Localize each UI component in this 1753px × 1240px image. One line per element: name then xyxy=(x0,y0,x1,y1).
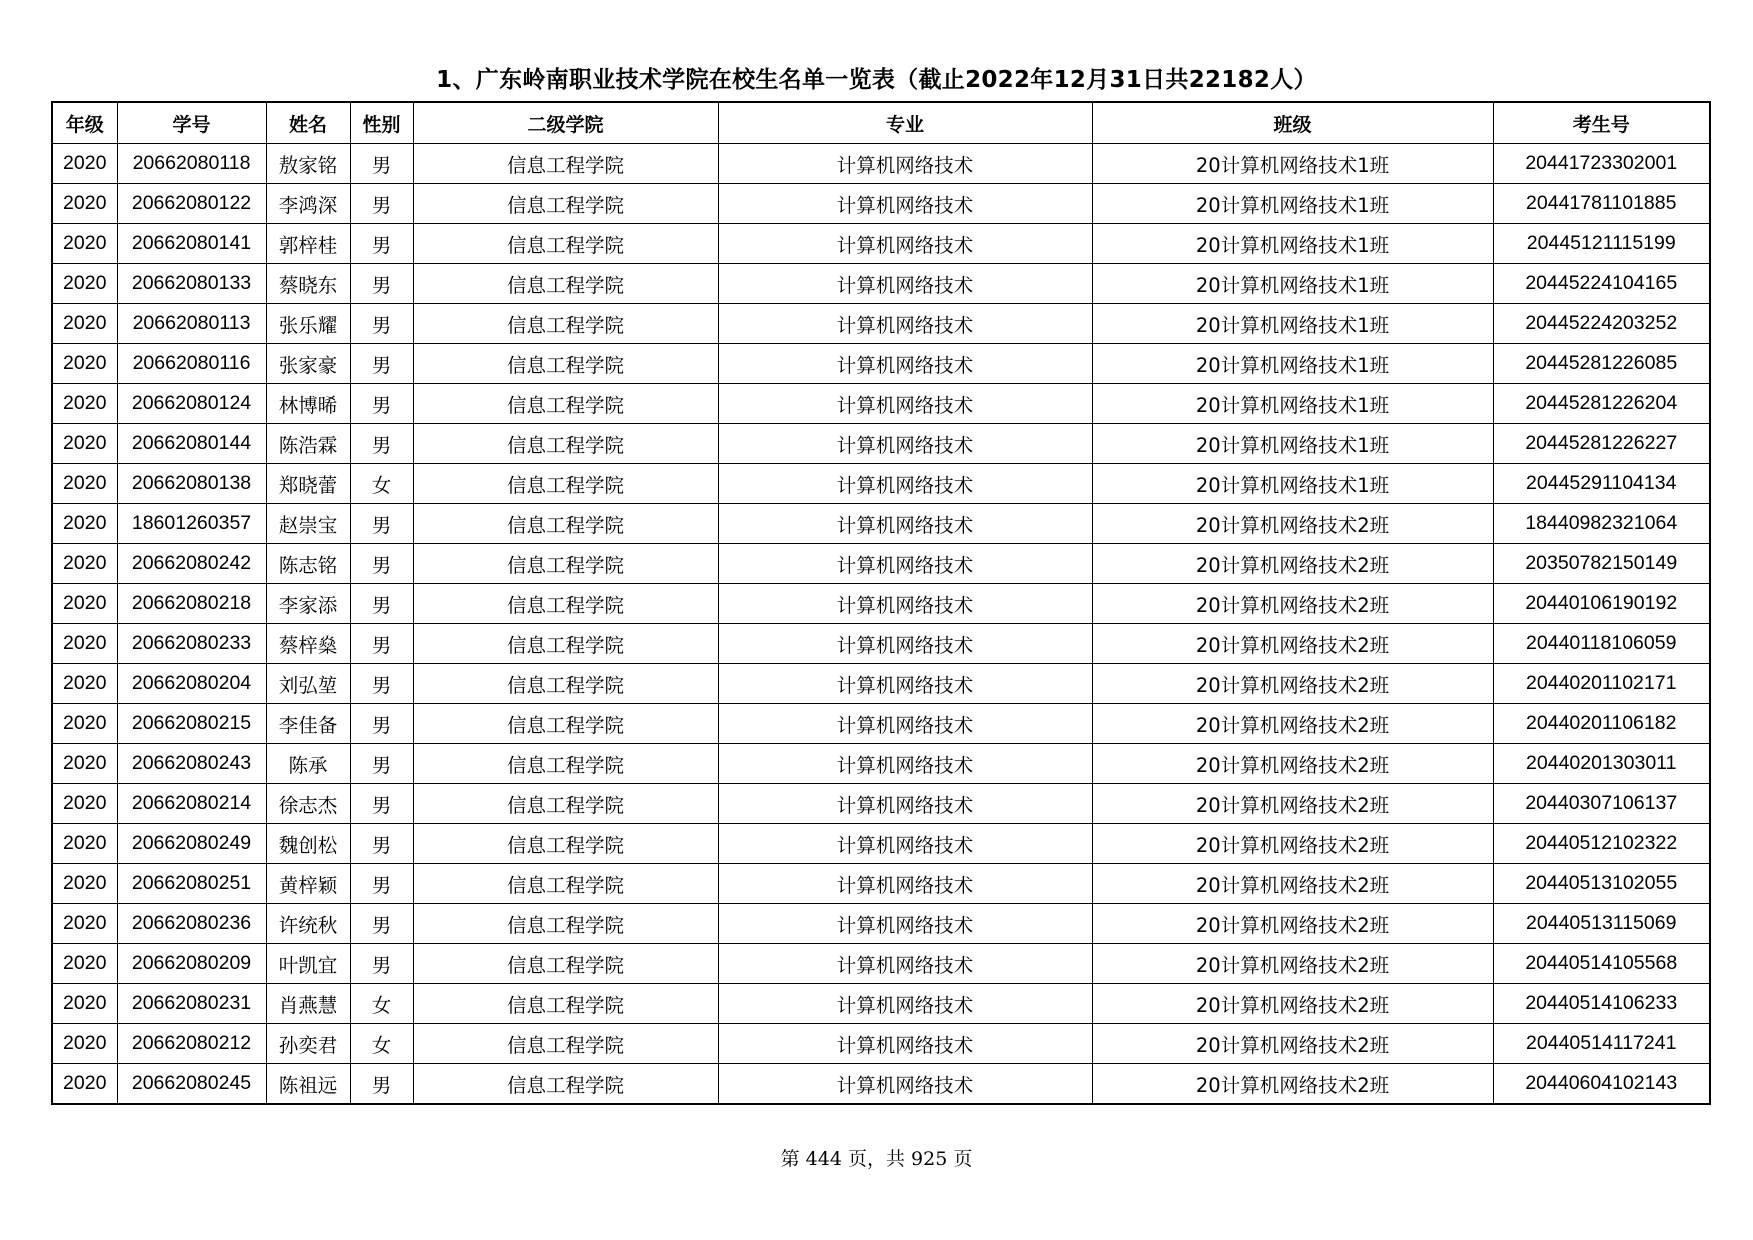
cell-exam-id: 20440512102322 xyxy=(1493,824,1710,864)
cell-grade: 2020 xyxy=(52,344,117,384)
cell-student-id: 20662080233 xyxy=(117,624,266,664)
cell-name: 陈承 xyxy=(266,744,350,784)
cell-class: 20计算机网络技术2班 xyxy=(1092,784,1493,824)
cell-class: 20计算机网络技术1班 xyxy=(1092,344,1493,384)
cell-class: 20计算机网络技术1班 xyxy=(1092,384,1493,424)
cell-gender: 男 xyxy=(350,304,413,344)
cell-gender: 男 xyxy=(350,584,413,624)
cell-grade: 2020 xyxy=(52,624,117,664)
cell-college: 信息工程学院 xyxy=(413,224,718,264)
header-grade: 年级 xyxy=(52,102,117,144)
cell-gender: 男 xyxy=(350,264,413,304)
cell-grade: 2020 xyxy=(52,144,117,184)
cell-grade: 2020 xyxy=(52,224,117,264)
student-roster-table xyxy=(51,101,1711,1105)
cell-grade: 2020 xyxy=(52,424,117,464)
cell-class: 20计算机网络技术2班 xyxy=(1092,544,1493,584)
cell-grade: 2020 xyxy=(52,584,117,624)
cell-student-id: 20662080245 xyxy=(117,1064,266,1105)
cell-gender: 女 xyxy=(350,464,413,504)
cell-student-id: 20662080122 xyxy=(117,184,266,224)
cell-college: 信息工程学院 xyxy=(413,784,718,824)
cell-grade: 2020 xyxy=(52,984,117,1024)
cell-exam-id: 18440982321064 xyxy=(1493,504,1710,544)
cell-college: 信息工程学院 xyxy=(413,344,718,384)
cell-major: 计算机网络技术 xyxy=(718,904,1092,944)
cell-exam-id: 20440201102171 xyxy=(1493,664,1710,704)
cell-exam-id: 20440514105568 xyxy=(1493,944,1710,984)
header-college: 二级学院 xyxy=(413,102,718,144)
cell-student-id: 20662080218 xyxy=(117,584,266,624)
cell-student-id: 20662080214 xyxy=(117,784,266,824)
cell-class: 20计算机网络技术2班 xyxy=(1092,1024,1493,1064)
cell-college: 信息工程学院 xyxy=(413,424,718,464)
cell-exam-id: 20440307106137 xyxy=(1493,784,1710,824)
cell-class: 20计算机网络技术2班 xyxy=(1092,664,1493,704)
cell-grade: 2020 xyxy=(52,944,117,984)
cell-student-id: 20662080204 xyxy=(117,664,266,704)
cell-student-id: 20662080236 xyxy=(117,904,266,944)
cell-gender: 男 xyxy=(350,944,413,984)
page-number: 第 444 页，共 925 页 xyxy=(780,1148,973,1170)
cell-college: 信息工程学院 xyxy=(413,824,718,864)
cell-name: 林博晞 xyxy=(266,384,350,424)
cell-exam-id: 20440513102055 xyxy=(1493,864,1710,904)
cell-student-id: 20662080251 xyxy=(117,864,266,904)
cell-class: 20计算机网络技术2班 xyxy=(1092,704,1493,744)
cell-gender: 男 xyxy=(350,1064,413,1105)
cell-major: 计算机网络技术 xyxy=(718,944,1092,984)
cell-student-id: 20662080118 xyxy=(117,144,266,184)
cell-gender: 男 xyxy=(350,504,413,544)
cell-exam-id: 20440201303011 xyxy=(1493,744,1710,784)
cell-name: 叶凯宜 xyxy=(266,944,350,984)
table-row xyxy=(52,584,1710,624)
cell-grade: 2020 xyxy=(52,864,117,904)
table-row xyxy=(52,384,1710,424)
cell-class: 20计算机网络技术2班 xyxy=(1092,624,1493,664)
cell-class: 20计算机网络技术2班 xyxy=(1092,1064,1493,1105)
cell-college: 信息工程学院 xyxy=(413,384,718,424)
cell-student-id: 20662080113 xyxy=(117,304,266,344)
cell-class: 20计算机网络技术1班 xyxy=(1092,184,1493,224)
table-row xyxy=(52,824,1710,864)
cell-college: 信息工程学院 xyxy=(413,264,718,304)
cell-student-id: 20662080141 xyxy=(117,224,266,264)
table-row xyxy=(52,784,1710,824)
header-name: 姓名 xyxy=(266,102,350,144)
cell-college: 信息工程学院 xyxy=(413,624,718,664)
cell-major: 计算机网络技术 xyxy=(718,424,1092,464)
cell-name: 蔡梓燊 xyxy=(266,624,350,664)
cell-college: 信息工程学院 xyxy=(413,464,718,504)
cell-exam-id: 20440201106182 xyxy=(1493,704,1710,744)
cell-class: 20计算机网络技术1班 xyxy=(1092,464,1493,504)
cell-student-id: 20662080116 xyxy=(117,344,266,384)
header-exam-id: 考生号 xyxy=(1493,102,1710,144)
cell-exam-id: 20445281226204 xyxy=(1493,384,1710,424)
cell-class: 20计算机网络技术2班 xyxy=(1092,984,1493,1024)
cell-student-id: 20662080124 xyxy=(117,384,266,424)
cell-major: 计算机网络技术 xyxy=(718,784,1092,824)
table-row xyxy=(52,904,1710,944)
cell-gender: 男 xyxy=(350,904,413,944)
cell-name: 黄梓颖 xyxy=(266,864,350,904)
cell-major: 计算机网络技术 xyxy=(718,744,1092,784)
cell-major: 计算机网络技术 xyxy=(718,344,1092,384)
cell-gender: 男 xyxy=(350,704,413,744)
header-student-id: 学号 xyxy=(117,102,266,144)
cell-gender: 男 xyxy=(350,544,413,584)
cell-grade: 2020 xyxy=(52,504,117,544)
cell-gender: 男 xyxy=(350,184,413,224)
cell-gender: 男 xyxy=(350,624,413,664)
table-row xyxy=(52,424,1710,464)
cell-name: 陈志铭 xyxy=(266,544,350,584)
cell-class: 20计算机网络技术2班 xyxy=(1092,864,1493,904)
table-row xyxy=(52,224,1710,264)
cell-college: 信息工程学院 xyxy=(413,544,718,584)
cell-name: 蔡晓东 xyxy=(266,264,350,304)
cell-gender: 男 xyxy=(350,344,413,384)
cell-exam-id: 20440106190192 xyxy=(1493,584,1710,624)
cell-name: 徐志杰 xyxy=(266,784,350,824)
cell-class: 20计算机网络技术1班 xyxy=(1092,264,1493,304)
table-row xyxy=(52,744,1710,784)
cell-major: 计算机网络技术 xyxy=(718,824,1092,864)
cell-name: 郑晓蕾 xyxy=(266,464,350,504)
cell-class: 20计算机网络技术1班 xyxy=(1092,224,1493,264)
cell-college: 信息工程学院 xyxy=(413,864,718,904)
cell-student-id: 20662080243 xyxy=(117,744,266,784)
table-row xyxy=(52,144,1710,184)
cell-exam-id: 20445224104165 xyxy=(1493,264,1710,304)
cell-major: 计算机网络技术 xyxy=(718,624,1092,664)
cell-class: 20计算机网络技术2班 xyxy=(1092,904,1493,944)
table-row xyxy=(52,704,1710,744)
document-title: 1、广东岭南职业技术学院在校生名单一览表（截止2022年12月31日共22182人） xyxy=(436,67,1317,93)
cell-name: 敖家铭 xyxy=(266,144,350,184)
cell-college: 信息工程学院 xyxy=(413,744,718,784)
cell-class: 20计算机网络技术1班 xyxy=(1092,424,1493,464)
table-row xyxy=(52,184,1710,224)
cell-college: 信息工程学院 xyxy=(413,304,718,344)
cell-student-id: 20662080242 xyxy=(117,544,266,584)
table-row xyxy=(52,304,1710,344)
cell-name: 孙奕君 xyxy=(266,1024,350,1064)
cell-major: 计算机网络技术 xyxy=(718,144,1092,184)
cell-major: 计算机网络技术 xyxy=(718,504,1092,544)
cell-class: 20计算机网络技术2班 xyxy=(1092,584,1493,624)
cell-gender: 女 xyxy=(350,984,413,1024)
cell-gender: 男 xyxy=(350,824,413,864)
cell-college: 信息工程学院 xyxy=(413,704,718,744)
cell-major: 计算机网络技术 xyxy=(718,544,1092,584)
cell-exam-id: 20440513115069 xyxy=(1493,904,1710,944)
cell-college: 信息工程学院 xyxy=(413,144,718,184)
cell-student-id: 20662080209 xyxy=(117,944,266,984)
cell-exam-id: 20440514117241 xyxy=(1493,1024,1710,1064)
cell-gender: 男 xyxy=(350,864,413,904)
table-row xyxy=(52,344,1710,384)
cell-class: 20计算机网络技术2班 xyxy=(1092,944,1493,984)
cell-grade: 2020 xyxy=(52,744,117,784)
cell-gender: 男 xyxy=(350,224,413,264)
cell-name: 张家豪 xyxy=(266,344,350,384)
header-gender: 性别 xyxy=(350,102,413,144)
table-row xyxy=(52,544,1710,584)
cell-student-id: 20662080212 xyxy=(117,1024,266,1064)
cell-college: 信息工程学院 xyxy=(413,584,718,624)
cell-major: 计算机网络技术 xyxy=(718,264,1092,304)
table-row xyxy=(52,624,1710,664)
cell-exam-id: 20440514106233 xyxy=(1493,984,1710,1024)
cell-class: 20计算机网络技术2班 xyxy=(1092,824,1493,864)
cell-grade: 2020 xyxy=(52,304,117,344)
cell-name: 肖燕慧 xyxy=(266,984,350,1024)
cell-grade: 2020 xyxy=(52,464,117,504)
cell-gender: 男 xyxy=(350,664,413,704)
cell-major: 计算机网络技术 xyxy=(718,584,1092,624)
cell-student-id: 20662080215 xyxy=(117,704,266,744)
cell-name: 陈浩霖 xyxy=(266,424,350,464)
cell-major: 计算机网络技术 xyxy=(718,664,1092,704)
cell-class: 20计算机网络技术1班 xyxy=(1092,144,1493,184)
cell-college: 信息工程学院 xyxy=(413,984,718,1024)
cell-name: 赵崇宝 xyxy=(266,504,350,544)
cell-college: 信息工程学院 xyxy=(413,504,718,544)
cell-college: 信息工程学院 xyxy=(413,1064,718,1105)
cell-college: 信息工程学院 xyxy=(413,944,718,984)
cell-name: 李鸿深 xyxy=(266,184,350,224)
cell-grade: 2020 xyxy=(52,784,117,824)
cell-exam-id: 20440118106059 xyxy=(1493,624,1710,664)
cell-grade: 2020 xyxy=(52,1064,117,1105)
cell-name: 李家添 xyxy=(266,584,350,624)
cell-name: 张乐耀 xyxy=(266,304,350,344)
cell-name: 许统秋 xyxy=(266,904,350,944)
table-row xyxy=(52,264,1710,304)
table-row xyxy=(52,864,1710,904)
table-header-row xyxy=(52,102,1710,144)
cell-student-id: 20662080138 xyxy=(117,464,266,504)
cell-gender: 男 xyxy=(350,384,413,424)
cell-exam-id: 20445281226227 xyxy=(1493,424,1710,464)
cell-student-id: 20662080133 xyxy=(117,264,266,304)
cell-college: 信息工程学院 xyxy=(413,904,718,944)
cell-grade: 2020 xyxy=(52,704,117,744)
table-row xyxy=(52,984,1710,1024)
cell-major: 计算机网络技术 xyxy=(718,224,1092,264)
cell-name: 郭梓桂 xyxy=(266,224,350,264)
cell-student-id: 20662080144 xyxy=(117,424,266,464)
table-row xyxy=(52,1024,1710,1064)
cell-exam-id: 20440604102143 xyxy=(1493,1064,1710,1105)
cell-grade: 2020 xyxy=(52,1024,117,1064)
cell-grade: 2020 xyxy=(52,264,117,304)
cell-college: 信息工程学院 xyxy=(413,1024,718,1064)
cell-gender: 男 xyxy=(350,144,413,184)
cell-gender: 男 xyxy=(350,424,413,464)
cell-class: 20计算机网络技术2班 xyxy=(1092,744,1493,784)
table-row xyxy=(52,504,1710,544)
table-row xyxy=(52,664,1710,704)
cell-name: 李佳备 xyxy=(266,704,350,744)
cell-major: 计算机网络技术 xyxy=(718,1024,1092,1064)
cell-name: 魏创松 xyxy=(266,824,350,864)
cell-exam-id: 20441781101885 xyxy=(1493,184,1710,224)
cell-major: 计算机网络技术 xyxy=(718,384,1092,424)
header-major: 专业 xyxy=(718,102,1092,144)
cell-gender: 女 xyxy=(350,1024,413,1064)
cell-grade: 2020 xyxy=(52,184,117,224)
cell-college: 信息工程学院 xyxy=(413,184,718,224)
cell-exam-id: 20445224203252 xyxy=(1493,304,1710,344)
cell-major: 计算机网络技术 xyxy=(718,464,1092,504)
cell-major: 计算机网络技术 xyxy=(718,184,1092,224)
cell-name: 刘弘堃 xyxy=(266,664,350,704)
cell-grade: 2020 xyxy=(52,904,117,944)
cell-student-id: 20662080231 xyxy=(117,984,266,1024)
cell-exam-id: 20445121115199 xyxy=(1493,224,1710,264)
cell-name: 陈祖远 xyxy=(266,1064,350,1105)
cell-class: 20计算机网络技术1班 xyxy=(1092,304,1493,344)
cell-college: 信息工程学院 xyxy=(413,664,718,704)
cell-major: 计算机网络技术 xyxy=(718,1064,1092,1105)
table-row xyxy=(52,944,1710,984)
cell-grade: 2020 xyxy=(52,824,117,864)
cell-grade: 2020 xyxy=(52,384,117,424)
cell-class: 20计算机网络技术2班 xyxy=(1092,504,1493,544)
cell-major: 计算机网络技术 xyxy=(718,704,1092,744)
cell-grade: 2020 xyxy=(52,544,117,584)
cell-grade: 2020 xyxy=(52,664,117,704)
cell-student-id: 20662080249 xyxy=(117,824,266,864)
cell-major: 计算机网络技术 xyxy=(718,304,1092,344)
cell-gender: 男 xyxy=(350,784,413,824)
cell-exam-id: 20350782150149 xyxy=(1493,544,1710,584)
cell-exam-id: 20441723302001 xyxy=(1493,144,1710,184)
table-body xyxy=(52,144,1710,1105)
table-row xyxy=(52,1064,1710,1105)
cell-gender: 男 xyxy=(350,744,413,784)
cell-major: 计算机网络技术 xyxy=(718,984,1092,1024)
cell-major: 计算机网络技术 xyxy=(718,864,1092,904)
cell-student-id: 18601260357 xyxy=(117,504,266,544)
header-class: 班级 xyxy=(1092,102,1493,144)
cell-exam-id: 20445281226085 xyxy=(1493,344,1710,384)
cell-exam-id: 20445291104134 xyxy=(1493,464,1710,504)
table-row xyxy=(52,464,1710,504)
